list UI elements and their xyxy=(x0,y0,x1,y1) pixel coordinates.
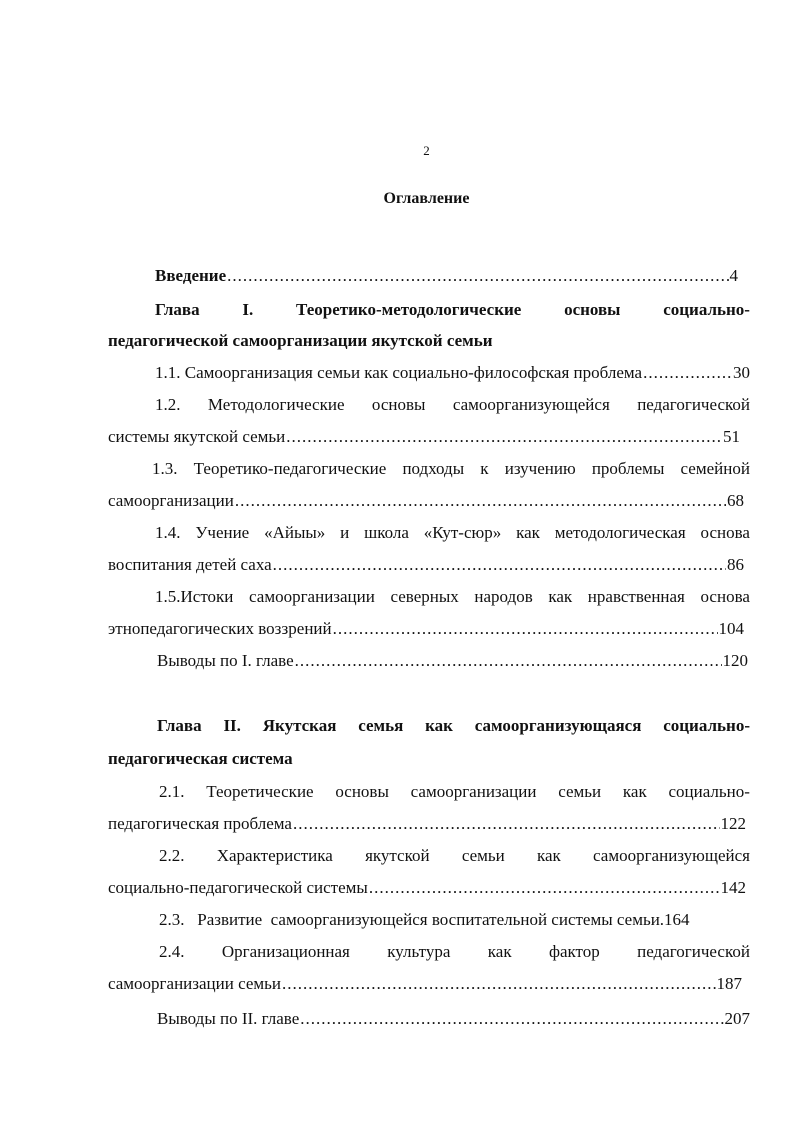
word: 2.2. xyxy=(159,846,185,865)
word: семьи xyxy=(461,846,505,865)
dot-leader xyxy=(273,554,726,576)
word: Теоретические xyxy=(206,782,314,801)
word: II. xyxy=(223,716,241,735)
toc-entry-label: социально-педагогической системы xyxy=(108,878,368,897)
word: Якутская xyxy=(262,716,337,735)
word: 2.1. xyxy=(159,782,185,801)
word: «Айыы» xyxy=(264,523,326,542)
word: Глава xyxy=(155,300,200,319)
toc-entry-page: 122 xyxy=(720,814,746,833)
toc-entry-1-5-line-2[interactable] xyxy=(108,618,744,640)
word: 1.5.Истоки xyxy=(155,587,234,606)
word: самоорганизующейся xyxy=(593,846,750,865)
word: Характеристика xyxy=(216,846,333,865)
dot-leader xyxy=(643,362,732,384)
word: и xyxy=(340,523,350,542)
toc-entry-label: этнопедагогических воззрений xyxy=(108,619,332,638)
word: семья xyxy=(358,716,404,735)
toc-entry-label: воспитания детей саха xyxy=(108,555,272,574)
word: Учение xyxy=(195,523,250,542)
word: 1.2. xyxy=(155,395,181,414)
dot-leader xyxy=(295,650,722,672)
word: Глава xyxy=(157,716,202,735)
toc-entry-page: 51 xyxy=(723,427,740,446)
word: Методологические xyxy=(207,395,345,414)
word: Организационная xyxy=(221,942,350,961)
toc-entry-page: 187 xyxy=(716,974,742,993)
toc-entry-conclusion-2[interactable] xyxy=(157,1008,750,1030)
word: семьи xyxy=(558,782,602,801)
toc-entry-1-4-line-1[interactable] xyxy=(155,522,750,544)
page-number: 2 xyxy=(423,143,430,158)
toc-entry-1-2-line-2[interactable] xyxy=(108,426,740,448)
toc-entry-1-1[interactable] xyxy=(155,362,750,384)
word: основа xyxy=(700,523,750,542)
toc-entry-2-4-line-1[interactable] xyxy=(159,941,750,963)
word: как xyxy=(622,782,647,801)
word: основа xyxy=(700,587,750,606)
dot-leader xyxy=(300,1008,723,1030)
word: как xyxy=(425,716,453,735)
chapter-1-title-line-1[interactable] xyxy=(155,299,750,321)
word: изучению xyxy=(504,459,576,478)
toc-entry-2-2-line-1[interactable] xyxy=(159,845,750,867)
toc-entry-page: 207 xyxy=(724,1009,750,1028)
word: методологическая xyxy=(554,523,686,542)
word: самоорганизующаяся xyxy=(474,716,642,735)
word: педагогической xyxy=(637,942,750,961)
word: как xyxy=(487,942,512,961)
word: социально- xyxy=(663,716,750,735)
word: самоорганизации xyxy=(410,782,537,801)
word: 1.3. xyxy=(152,459,178,478)
toc-entry-2-1-line-1[interactable] xyxy=(159,781,750,803)
word: нравственная xyxy=(587,587,685,606)
word: Теоретико-педагогические xyxy=(193,459,387,478)
word: культура xyxy=(387,942,451,961)
word: педагогической xyxy=(637,395,750,414)
toc-entry-label: 1.1. Самоорганизация семьи как социально-философская проблема xyxy=(155,363,643,382)
word: социально- xyxy=(663,300,750,319)
word: 2.4. xyxy=(159,942,185,961)
toc-entry-label: Выводы по I. главе xyxy=(157,651,294,670)
toc-entry-label: Введение xyxy=(155,266,227,285)
word: народов xyxy=(474,587,533,606)
toc-entry-page: 142 xyxy=(720,878,746,897)
dot-leader xyxy=(235,490,726,512)
chapter-1-title-line-2: педагогической самоорганизации якутской семьи xyxy=(108,331,493,350)
word: как xyxy=(516,523,540,542)
toc-entry-page: 68 xyxy=(727,491,744,510)
toc-entry-1-2-line-1[interactable] xyxy=(155,394,750,416)
word: якутской xyxy=(365,846,430,865)
word: как xyxy=(536,846,561,865)
word: основы xyxy=(564,300,621,319)
toc-title: Оглавление xyxy=(383,190,470,207)
toc-entry-label: самоорганизации xyxy=(108,491,234,510)
dot-leader xyxy=(227,265,728,287)
word: самоорганизующейся xyxy=(452,395,610,414)
toc-entry-1-4-line-2[interactable] xyxy=(108,554,744,576)
dot-leader xyxy=(293,813,720,835)
word: Теоретико-методологические xyxy=(296,300,522,319)
toc-entry-page: 120 xyxy=(722,651,748,670)
toc-entry-2-1-line-2[interactable] xyxy=(108,813,746,835)
toc-entry-2-2-line-2[interactable] xyxy=(108,877,746,899)
word: I. xyxy=(242,300,254,319)
word: семейной xyxy=(680,459,750,478)
toc-entry-page: 4 xyxy=(729,266,738,285)
chapter-2-title-line-1[interactable] xyxy=(157,715,750,737)
toc-entry-1-3-line-1[interactable] xyxy=(152,458,750,480)
word: самоорганизации xyxy=(249,587,375,606)
toc-entry-page: 30 xyxy=(733,363,750,382)
toc-entry-page: 104 xyxy=(718,619,744,638)
toc-entry-1-3-line-2[interactable] xyxy=(108,490,744,512)
toc-entry-2-3[interactable]: 2.3. Развитие самоорганизующейся воспитательной системы семьи.164 xyxy=(159,910,690,929)
dot-leader xyxy=(369,877,720,899)
toc-entry-1-5-line-1[interactable] xyxy=(155,586,750,608)
word: северных xyxy=(390,587,459,606)
word: основы xyxy=(371,395,426,414)
toc-entry-conclusion-1[interactable] xyxy=(157,650,748,672)
chapter-2-title-line-2: педагогическая система xyxy=(108,749,293,768)
toc-entry-label: педагогическая проблема xyxy=(108,814,292,833)
word: социально- xyxy=(668,782,750,801)
toc-entry-label: Выводы по II. главе xyxy=(157,1009,300,1028)
word: «Кут-сюр» xyxy=(423,523,502,542)
toc-entry-intro[interactable] xyxy=(155,265,738,287)
word: проблемы xyxy=(591,459,665,478)
word: основы xyxy=(335,782,389,801)
word: к xyxy=(480,459,489,478)
toc-entry-label: системы якутской семьи xyxy=(108,427,286,446)
word: 1.4. xyxy=(155,523,181,542)
word: как xyxy=(548,587,573,606)
toc-entry-label: самоорганизации семьи xyxy=(108,974,281,993)
dot-leader xyxy=(286,426,722,448)
word: фактор xyxy=(548,942,600,961)
toc-entry-page: 86 xyxy=(727,555,744,574)
toc-entry-2-4-line-2[interactable] xyxy=(108,973,742,995)
word: подходы xyxy=(402,459,465,478)
word: школа xyxy=(364,523,409,542)
dot-leader xyxy=(282,973,716,995)
dot-leader xyxy=(333,618,718,640)
